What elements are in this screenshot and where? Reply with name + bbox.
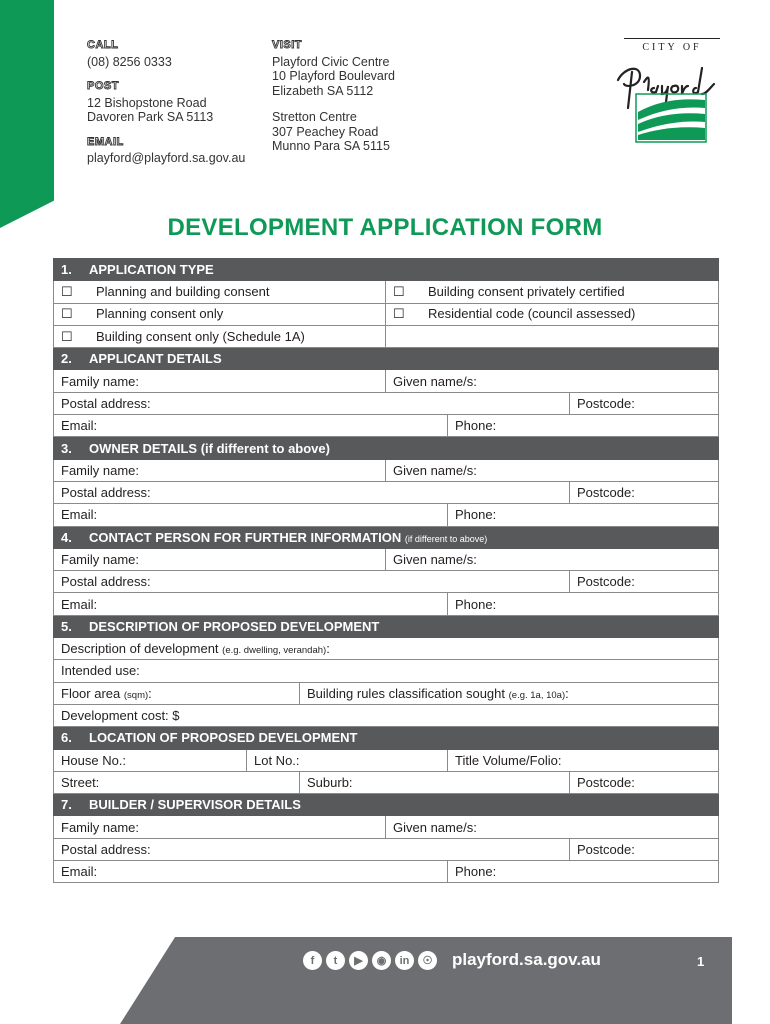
contact-family-name-field[interactable]: Family name: <box>54 548 386 570</box>
title-volume-folio-field[interactable]: Title Volume/Folio: <box>448 749 719 771</box>
suburb-field[interactable]: Suburb: <box>300 771 570 793</box>
development-cost-field[interactable]: Development cost: $ <box>54 704 719 726</box>
section-header-description: 5. DESCRIPTION OF PROPOSED DEVELOPMENT <box>54 615 719 637</box>
facebook-icon[interactable]: f <box>303 951 322 970</box>
owner-phone-field[interactable]: Phone: <box>448 504 719 526</box>
youtube-icon[interactable]: ▶ <box>349 951 368 970</box>
contact-postcode-field[interactable]: Postcode: <box>570 571 719 593</box>
table-row <box>54 325 719 347</box>
visit1-line2: 10 Playford Boulevard <box>272 69 395 83</box>
table-row <box>54 638 719 660</box>
table-row <box>54 415 719 437</box>
checkbox-building-consent-only[interactable]: ☐ Building consent only (Schedule 1A) <box>54 325 386 347</box>
twitter-icon[interactable]: t <box>326 951 345 970</box>
visit2-line2: 307 Peachey Road <box>272 124 379 139</box>
city-of-playford-logo <box>610 38 720 144</box>
section-header-builder: 7. BUILDER / SUPERVISOR DETAILS <box>54 794 719 816</box>
section-header-owner-details: 3. OWNER DETAILS (if different to above) <box>54 437 719 459</box>
social-icons <box>303 951 437 970</box>
brand-green-tab <box>0 0 54 228</box>
contact-given-names-field[interactable]: Given name/s: <box>386 548 719 570</box>
section-header-contact-person: 4. CONTACT PERSON FOR FURTHER INFORMATION (if different to above) <box>54 526 719 548</box>
podcast-icon[interactable]: ☉ <box>418 951 437 970</box>
street-field[interactable]: Street: <box>54 771 300 793</box>
owner-email-field[interactable]: Email: <box>54 504 448 526</box>
table-row <box>54 749 719 771</box>
application-form-table <box>53 258 719 883</box>
checkbox-residential-code[interactable]: ☐ Residential code (council assessed) <box>386 303 719 325</box>
owner-given-names-field[interactable]: Given name/s: <box>386 459 719 481</box>
applicant-postal-address-field[interactable]: Postal address: <box>54 392 570 414</box>
intended-use-field[interactable]: Intended use: <box>54 660 719 682</box>
empty-cell <box>386 325 719 347</box>
builder-family-name-field[interactable]: Family name: <box>54 816 386 838</box>
table-row <box>54 838 719 860</box>
section-header-applicant-details: 2. APPLICANT DETAILS <box>54 348 719 370</box>
contact-email: playford@playford.sa.gov.au <box>87 151 246 165</box>
floor-area-field[interactable]: Floor area (sqm): <box>54 682 300 704</box>
table-row <box>54 682 719 704</box>
table-row <box>54 704 719 726</box>
section-header-application-type: 1. APPLICATION TYPE <box>54 259 719 281</box>
contact-phone-field[interactable]: Phone: <box>448 593 719 615</box>
visit2-line1: Stretton Centre <box>272 110 357 124</box>
applicant-postcode-field[interactable]: Postcode: <box>570 392 719 414</box>
instagram-icon[interactable]: ◉ <box>372 951 391 970</box>
owner-family-name-field[interactable]: Family name: <box>54 459 386 481</box>
phone-number: (08) 8256 0333 <box>87 54 172 69</box>
call-heading: CALL <box>87 39 119 51</box>
table-row <box>54 392 719 414</box>
form-title: DEVELOPMENT APPLICATION FORM <box>167 214 603 241</box>
table-row <box>54 281 719 303</box>
table-row <box>54 571 719 593</box>
section-header-location: 6. LOCATION OF PROPOSED DEVELOPMENT <box>54 727 719 749</box>
website-link[interactable]: playford.sa.gov.au <box>452 950 601 969</box>
classification-field[interactable]: Building rules classification sought (e.g. 1a, 10a): <box>300 682 719 704</box>
visit-heading: VISIT <box>272 39 303 51</box>
table-row <box>54 861 719 883</box>
checkbox-icon[interactable]: ☐ <box>61 306 73 322</box>
visit1-line1: Playford Civic Centre <box>272 54 390 69</box>
visit2-line3: Munno Para SA 5115 <box>272 139 390 153</box>
contact-postal-address-field[interactable]: Postal address: <box>54 571 570 593</box>
contact-column <box>87 38 267 166</box>
checkbox-icon[interactable]: ☐ <box>393 283 405 299</box>
page-number: 1 <box>697 954 705 969</box>
checkbox-icon[interactable]: ☐ <box>61 328 73 344</box>
builder-given-names-field[interactable]: Given name/s: <box>386 816 719 838</box>
table-row <box>54 481 719 503</box>
location-postcode-field[interactable]: Postcode: <box>570 771 719 793</box>
table-row <box>54 303 719 325</box>
checkbox-icon[interactable]: ☐ <box>393 306 405 322</box>
builder-postcode-field[interactable]: Postcode: <box>570 838 719 860</box>
checkbox-planning-building-consent[interactable]: ☐ Planning and building consent <box>54 281 386 303</box>
builder-postal-address-field[interactable]: Postal address: <box>54 838 570 860</box>
checkbox-icon[interactable]: ☐ <box>61 283 73 299</box>
applicant-given-names-field[interactable]: Given name/s: <box>386 370 719 392</box>
post-heading: POST <box>87 80 119 92</box>
logo-mark <box>610 38 720 144</box>
owner-postcode-field[interactable]: Postcode: <box>570 481 719 503</box>
builder-email-field[interactable]: Email: <box>54 861 448 883</box>
table-row <box>54 548 719 570</box>
visit-column <box>272 38 452 154</box>
house-no-field[interactable]: House No.: <box>54 749 247 771</box>
table-row <box>54 593 719 615</box>
description-field[interactable]: Description of development (e.g. dwelling, verandah): <box>54 638 719 660</box>
table-row <box>54 504 719 526</box>
checkbox-building-consent-privately-certified[interactable]: ☐ Building consent privately certified <box>386 281 719 303</box>
post-address-line1: 12 Bishopstone Road <box>87 95 207 110</box>
table-row <box>54 816 719 838</box>
logo-city-of: CITY OF <box>624 38 720 53</box>
owner-postal-address-field[interactable]: Postal address: <box>54 481 570 503</box>
contact-email-field[interactable]: Email: <box>54 593 448 615</box>
builder-phone-field[interactable]: Phone: <box>448 861 719 883</box>
table-row <box>54 370 719 392</box>
lot-no-field[interactable]: Lot No.: <box>247 749 448 771</box>
checkbox-planning-consent-only[interactable]: ☐ Planning consent only <box>54 303 386 325</box>
post-address-line2: Davoren Park SA 5113 <box>87 110 214 124</box>
applicant-email-field[interactable]: Email: <box>54 415 448 437</box>
applicant-family-name-field[interactable]: Family name: <box>54 370 386 392</box>
email-heading: EMAIL <box>87 135 124 148</box>
applicant-phone-field[interactable]: Phone: <box>448 415 719 437</box>
table-row <box>54 771 719 793</box>
linkedin-icon[interactable]: in <box>395 951 414 970</box>
visit1-line3: Elizabeth SA 5112 <box>272 83 374 98</box>
table-row <box>54 459 719 481</box>
table-row <box>54 660 719 682</box>
